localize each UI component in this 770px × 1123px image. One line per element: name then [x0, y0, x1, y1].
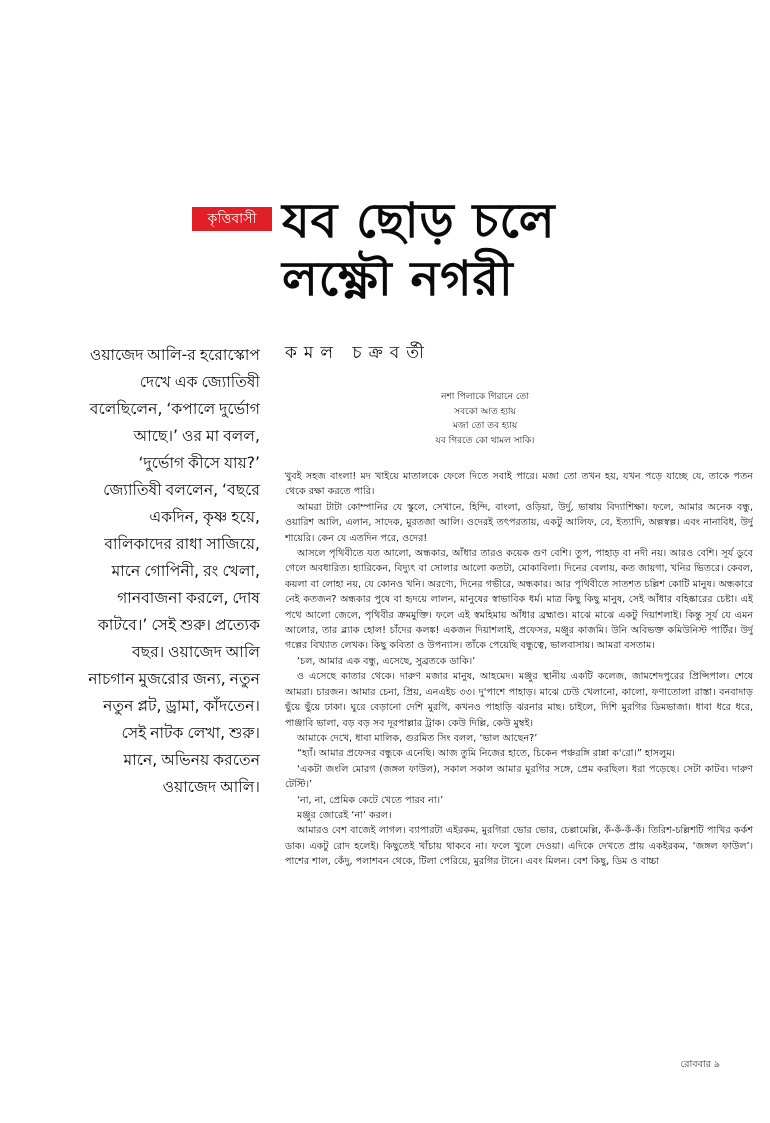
- section-tag: কৃত্তিবাসী: [192, 207, 272, 231]
- pull-quote: ওয়াজেদ আলি-র হরোস্কোপ দেখে এক জ্যোতিষী বলেছিলেন, ‘কপালে দুর্ভোগ আছে।’ ওর মা বলল, ‘দুর্ভোগ কীসে যায়?’ জ্যোতিষী বললেন, ‘বছরে একদিন, কৃষ্ণ হয়ে, বালিকাদের রাধা সাজিয়ে, মানে গোপিনী, রং খেলা, গানবাজনা করলে, দোষ কাটবে।’ সেই শুরু। প্রত্যেক বছর। ওয়াজেদ আলি নাচগান মুজরোর জন্য, নতুন নতুন প্লট, ড্রামা, কাঁদতেন। সেই নাটক লেখা, শুরু। মানে, অভিনয় করতেন ওয়াজেদ আলি।: [88, 346, 260, 796]
- verse-epigraph: [370, 390, 600, 448]
- body-paragraph: ‘একটা জংলি মোরগ (জঙ্গল ফাউল), সকাল সকাল আমার মুরগির সঙ্গে, প্রেম করছিল। ধরা পড়েছে। সেটা কাটব। দারুণ টেস্টি।’: [285, 763, 753, 791]
- body-paragraph: আমরা টাটা কোম্পানির যে স্কুলে, সেখানে, হিন্দি, বাংলা, ওড়িয়া, উর্দু, ভাষায় বিদ্যাশিক্ষা। ফলে, আমার অনেক বন্ধু, ওয়ারিশ আলি, এলান, সাদেক, মুরতজা আলি। ওদেরই তৎপরতায়, একটু আলিফ, বে, ইত্যাদি, অল্পস্বল্প। এবং নানাবিধ, উর্দু শায়েরি। কেন যে এতদিন পরে, ওদের!: [285, 501, 753, 544]
- verse-line: সবকো আত হ্যায়: [454, 406, 516, 417]
- body-paragraph: আমারও বেশ বাজেই লাগল। ব্যাপারটা এইরকম, মুরগিরা ভোর ভোর, চেল্লামেল্লি, কঁ-কঁ-কঁ-কঁ। তিরিশ-চল্লিশটি পাখির কর্কশ ডাক। একটু রোদ হলেই। কিছুতেই খাঁচায় থাকবে না। ফলে খুলে দেওয়া। এদিকে দেখতে প্রায় একইরকম, ‘জঙ্গল ফাউল’। পাশের শাল, কেঁদু, পলাশবন থেকে, টিলা পেরিয়ে, মুরগির টানে। এবং মিলন। বেশ কিছু, ডিম ও বাচ্চা: [285, 825, 753, 868]
- article-headline: [282, 192, 752, 308]
- body-paragraph: ‘না, না, প্রেমিক কেটে খেতে পারব না।’: [297, 794, 444, 806]
- verse-line: নশা পিলাকে গিরানে তো: [441, 392, 529, 402]
- body-paragraph: ও এসেছে কাতার থেকে। দারুণ মজার মানুষ, আহমেদ। মঞ্জুর স্থানীয় একটি কলেজ, জামশেদপুরের প্রিন্সিপাল। শেষে আমরা। চারজন। আমার চেনা, প্রিয়, এনএইচ ৩৩। দু'পাশে পাহাড়। মাঝে ঢেউ খেলানো, কালো, ফণাতোলা রাস্তা। বনবাদাড় ছুঁয়ে ছুঁয়ে ঢাকা। ঘুরে বেড়ানো দেশি মুরগি, কখনও পাহাড়ি ঝরনার মাছ। চাইলে, দিশি মুরগির ডিমভাজা। ধাবা ধরে ধরে, পাঞ্জাবি ভালা, বড় বড় সব দূরপাল্লার ট্রাক। কেউ দিল্লি, কেউ মুম্বই।: [285, 671, 753, 729]
- verse-line: যব গিরতে কো থামল সাকি।: [435, 435, 535, 446]
- body-paragraph: খুবই সহজ বাংলা! মদ খাইয়ে মাতালকে ফেলে দিতে সবাই পারে। মজা তো তখন হয়, যখন পড়ে যাচ্ছে যে, তাকে পতন থেকে রক্ষা করতে পারি।: [285, 471, 753, 498]
- headline-line-2: লক্ষ্ণৌ নগরী: [282, 251, 514, 307]
- body-paragraph: আসলে পৃথিবীতে যত আলো, অন্ধকার, আঁধার তারও কয়েক গুণ বেশি। তুপ, পাহাড় বা নদী নয়। আরও বেশি। সূর্য ডুবে গেলে অবধারিত। হ্যারিকেন, বিদ্যুৎ বা সোলার আলো কতটা, মোকাবিলা। দিনের বেলায়, কত জায়গা, খনির ভিতরে। কেবল, কয়লা বা লোহা নয়, যে কোনও খনি। অরণ্যে, দিনের গভীরে, অন্ধকার। আর পৃথিবীতে সাতশত চল্লিশ কোটি মানুষ। অন্ধকারে নেই কতজন? অন্ধকার পুষে বা হৃদয়ে লালন, মানুষের স্বাভাবিক ধর্ম। মাত্র কিছু কিছু মানুষ, সেই আঁধার বহিষ্কারের চেষ্টা। এই পথে আলো জেলে, পৃথিবীর ক্রমমুক্তি। ফলে এই স্বমহিমায় আঁধার ব্রহ্মাণ্ড। মাঝে মাঝে একটু দিয়াশলাই। কিন্তু সূর্য যে এমন আলোর, তার ব্ল্যাক হোল! চাঁদের কলঙ্ক! একজন দিয়াশলাই, প্রফেসর, মঞ্জুর কাজমি। উনি অবিভক্ত কমিউনিস্ট পার্টির। উর্দু গল্পের বিখ্যাত লেখক। কিছু কবিতা ও উপন্যাস। তাঁকে পেয়েছি বন্ধুত্বে, ভালবাসায়। আমরা বসতাম।: [285, 548, 753, 652]
- page-footer: রোববার ৯: [680, 1059, 720, 1070]
- body-paragraph: “হ্যাঁ। আমার প্রফেসর বন্ধুকে এনেছি। আজ তুমি নিজের হাতে, চিকেন পঞ্চরঙ্গি রান্না ক'রো।” হাসলুম।: [297, 748, 675, 760]
- body-paragraph: মঞ্জুর জোরেই ‘না’ করল।: [297, 809, 392, 821]
- body-paragraph: আমাকে দেখে, ধাবা মালিক, গুরমিত সিং বলল, ‘ভাল আছেন?’: [297, 732, 538, 744]
- verse-line: মজা তো তব হ্যায়: [452, 421, 518, 431]
- headline-line-1: যব ছোড় চলে: [282, 193, 556, 249]
- author-byline: কমল চক্রবর্তী: [285, 343, 431, 363]
- article-body: [285, 469, 753, 1049]
- body-paragraph: ‘চল, আমার এক বন্ধু, এসেছে, সুব্রতকে ডাকি।’: [297, 655, 476, 667]
